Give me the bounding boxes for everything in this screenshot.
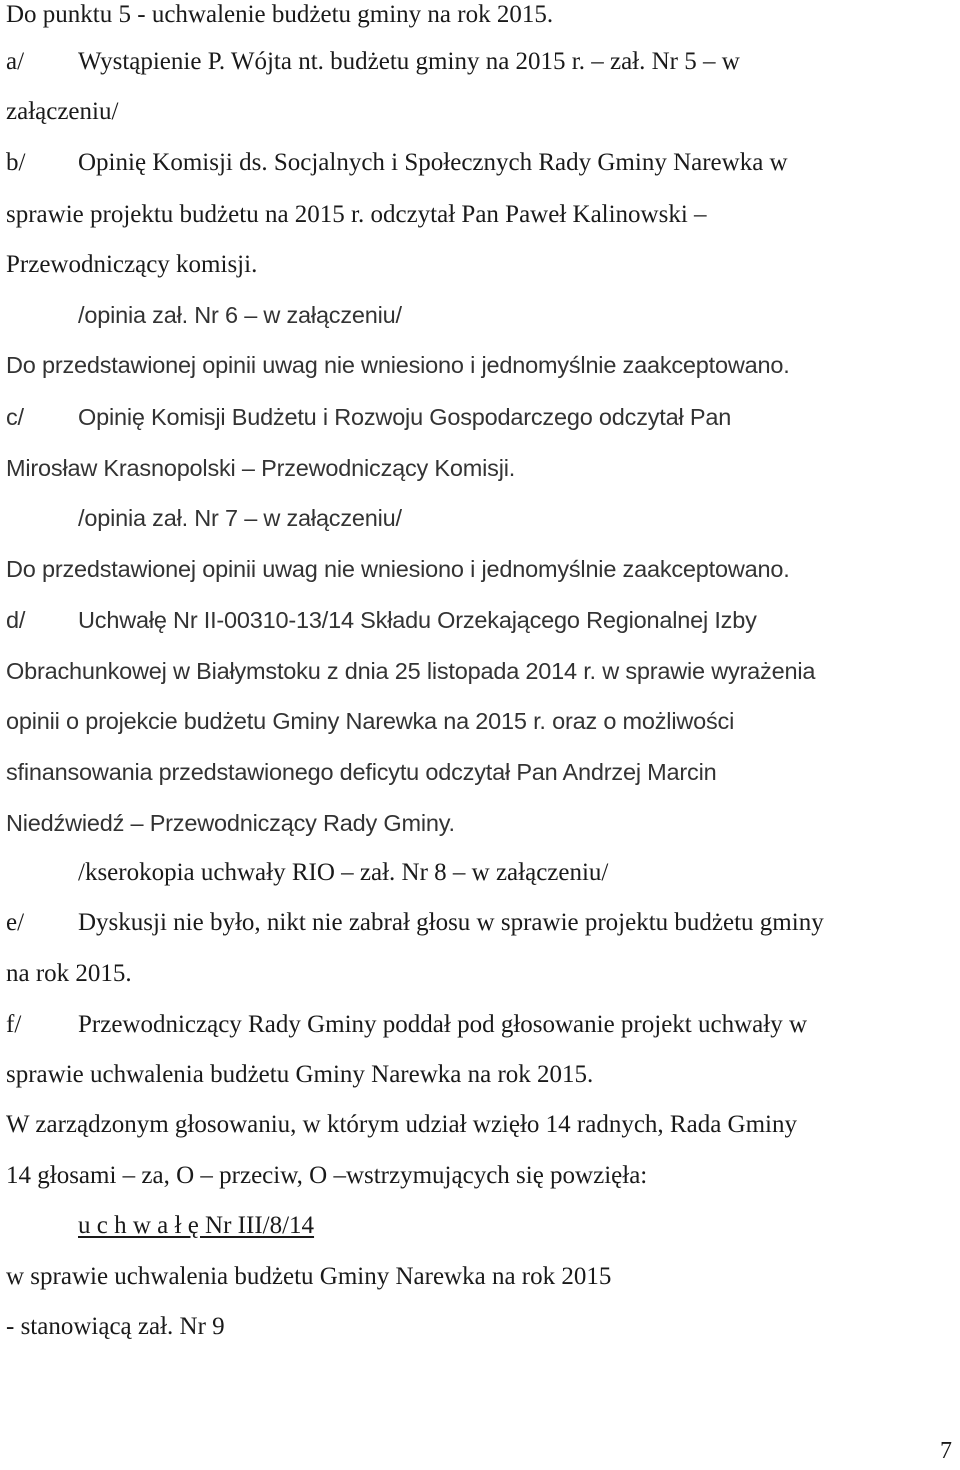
paragraph-line: Do przedstawionej opinii uwag nie wniesiono i jednomyślnie zaakceptowano. xyxy=(6,556,790,582)
attachment-note: /kserokopia uchwały RIO – zał. Nr 8 – w załączeniu/ xyxy=(78,859,609,886)
paragraph-line: na rok 2015. xyxy=(6,960,132,987)
paragraph-line: Przewodniczący komisji. xyxy=(6,251,258,278)
paragraph-line: - stanowiącą zał. Nr 9 xyxy=(6,1313,225,1340)
paragraph-line: w sprawie uchwalenia budżetu Gminy Narewka na rok 2015 xyxy=(6,1263,612,1290)
item-text: Opinię Komisji ds. Socjalnych i Społecznych Rady Gminy Narewka w xyxy=(78,149,788,176)
paragraph-line: sprawie projektu budżetu na 2015 r. odczytał Pan Paweł Kalinowski – xyxy=(6,201,707,228)
item-text: Przewodniczący Rady Gminy poddał pod głosowanie projekt uchwały w xyxy=(78,1011,807,1038)
paragraph-line: Niedźwiedź – Przewodniczący Rady Gminy. xyxy=(6,810,455,836)
item-label: d/ xyxy=(6,607,26,633)
paragraph-line: 14 głosami – za, O – przeciw, O –wstrzymujących się powzięła: xyxy=(6,1162,648,1189)
item-a xyxy=(6,47,740,77)
paragraph-line: sprawie uchwalenia budżetu Gminy Narewka na rok 2015. xyxy=(6,1061,594,1088)
paragraph-line: załączeniu/ xyxy=(6,98,119,125)
item-text: Dyskusji nie było, nikt nie zabrał głosu w sprawie projektu budżetu gminy xyxy=(78,909,824,936)
page-number: 7 xyxy=(940,1438,952,1464)
paragraph-line: W zarządzonym głosowaniu, w którym udział wzięło 14 radnych, Rada Gminy xyxy=(6,1111,797,1138)
paragraph-line: Obrachunkowej w Białymstoku z dnia 25 listopada 2014 r. w sprawie wyrażenia xyxy=(6,658,816,684)
paragraph-line: opinii o projekcie budżetu Gminy Narewka na 2015 r. oraz o możliwości xyxy=(6,708,735,734)
paragraph-line: Mirosław Krasnopolski – Przewodniczący Komisji. xyxy=(6,455,516,481)
item-d xyxy=(6,605,757,635)
attachment-note: /opinia zał. Nr 7 – w załączeniu/ xyxy=(78,505,402,531)
item-b xyxy=(6,148,788,178)
item-f xyxy=(6,1010,807,1040)
item-label: a/ xyxy=(6,48,25,75)
attachment-note: /opinia zał. Nr 6 – w załączeniu/ xyxy=(78,302,402,328)
paragraph-line: Do przedstawionej opinii uwag nie wniesiono i jednomyślnie zaakceptowano. xyxy=(6,352,790,378)
item-label: b/ xyxy=(6,149,26,176)
item-e xyxy=(6,908,824,938)
paragraph-line: sfinansowania przedstawionego deficytu odczytał Pan Andrzej Marcin xyxy=(6,759,717,785)
item-label: f/ xyxy=(6,1011,22,1038)
resolution-title: u c h w a ł ę Nr III/8/14 xyxy=(78,1212,315,1239)
section-heading: Do punktu 5 - uchwalenie budżetu gminy na rok 2015. xyxy=(6,1,554,28)
item-label: c/ xyxy=(6,404,24,430)
item-c xyxy=(6,402,731,432)
item-label: e/ xyxy=(6,909,25,936)
item-text: Wystąpienie P. Wójta nt. budżetu gminy na 2015 r. – zał. Nr 5 – w xyxy=(78,48,740,75)
item-text: Opinię Komisji Budżetu i Rozwoju Gospodarczego odczytał Pan xyxy=(78,404,732,430)
item-text: Uchwałę Nr II-00310-13/14 Składu Orzekającego Regionalnej Izby xyxy=(78,607,757,633)
